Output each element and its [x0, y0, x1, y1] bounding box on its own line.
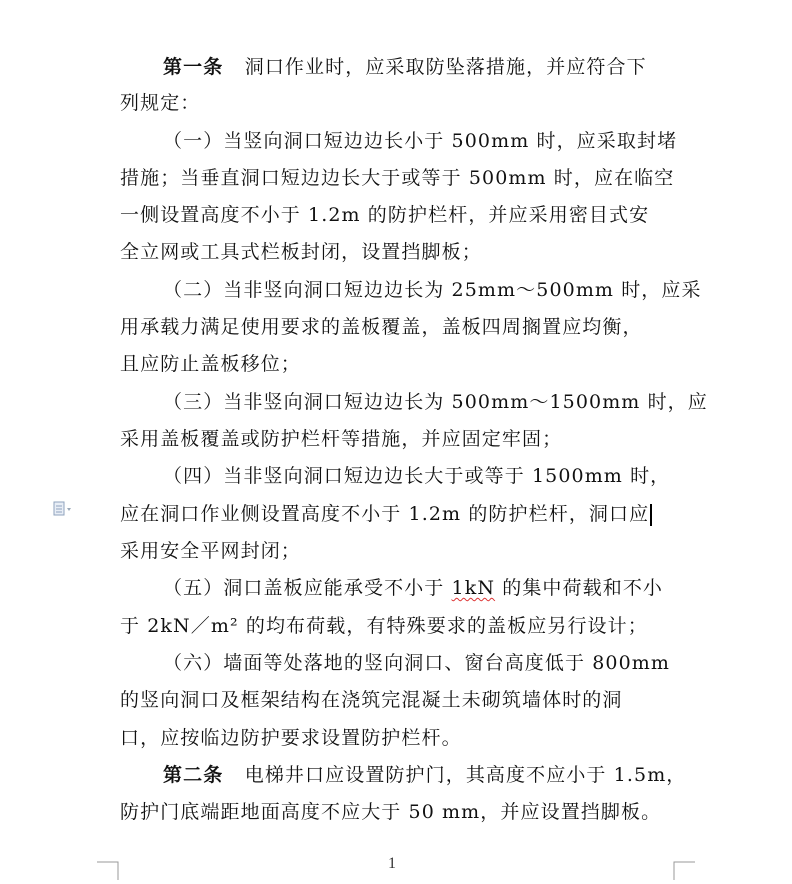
item2-line1: （二）当非竖向洞口短边边长为 25mm～500mm 时，应采	[163, 279, 702, 301]
item6-line2: 的竖向洞口及框架结构在浇筑完混凝土未砌筑墙体时的洞	[120, 689, 623, 711]
item5-line1	[163, 576, 663, 600]
article1-line2: 列规定：	[120, 92, 201, 114]
item3-line2: 采用盖板覆盖或防护栏杆等措施，并应固定牢固；	[120, 428, 563, 450]
article1-text: 洞口作业时，应采取防坠落措施，并应符合下	[244, 56, 647, 78]
page-number: 1	[388, 855, 396, 872]
item1-line1: （一）当竖向洞口短边边长小于 500mm 时，应采取封堵	[163, 130, 678, 152]
article2-line1	[163, 763, 686, 787]
item4-line1: （四）当非竖向洞口短边边长大于或等于 1500mm 时，	[163, 465, 671, 487]
item6-line3: 口，应按临边防护要求设置防护栏杆。	[120, 727, 462, 749]
item2-line2: 用承载力满足使用要求的盖板覆盖，盖板四周搁置应均衡，	[120, 316, 643, 338]
article2-line2: 防护门底端距地面高度不应大于 50 mm，并应设置挡脚板。	[120, 801, 662, 823]
item5-line2: 于 2kN／m² 的均布荷载，有特殊要求的盖板应另行设计；	[120, 615, 648, 637]
item1-line3: 一侧设置高度不小于 1.2m 的防护栏杆，并应采用密目式安	[120, 204, 650, 226]
article2-text: 电梯井口应设置防护门，其高度不应小于 1.5m，	[244, 764, 687, 786]
text-cursor	[650, 504, 652, 526]
item1-line2: 措施；当垂直洞口短边边长大于或等于 500mm 时，应在临空	[120, 167, 675, 189]
paragraph-layout-icon[interactable]	[53, 500, 73, 518]
item4-line3: 采用安全平网封闭；	[120, 540, 301, 562]
item1-line4: 全立网或工具式栏板封闭，设置挡脚板；	[120, 241, 482, 263]
item4-line2	[120, 502, 652, 526]
article1-heading: 第一条	[163, 56, 224, 78]
item5-line1-pre: （五）洞口盖板应能承受不小于	[163, 577, 452, 599]
article2-heading: 第二条	[163, 764, 224, 786]
item4-line2-text: 应在洞口作业侧设置高度不小于 1.2m 的防护栏杆，洞口应	[120, 503, 650, 525]
corner-mark-left	[97, 860, 119, 880]
article1-line1	[163, 55, 647, 79]
item2-line3: 且应防止盖板移位；	[120, 353, 301, 375]
item3-line1: （三）当非竖向洞口短边边长为 500mm～1500mm 时，应	[163, 391, 708, 413]
corner-mark-right	[673, 860, 695, 880]
item5-line1-post: 的集中荷载和不小	[495, 577, 664, 599]
spell-error-word[interactable]: 1kN	[451, 577, 496, 599]
item6-line1: （六）墙面等处落地的竖向洞口、窗台高度低于 800mm	[163, 652, 671, 674]
